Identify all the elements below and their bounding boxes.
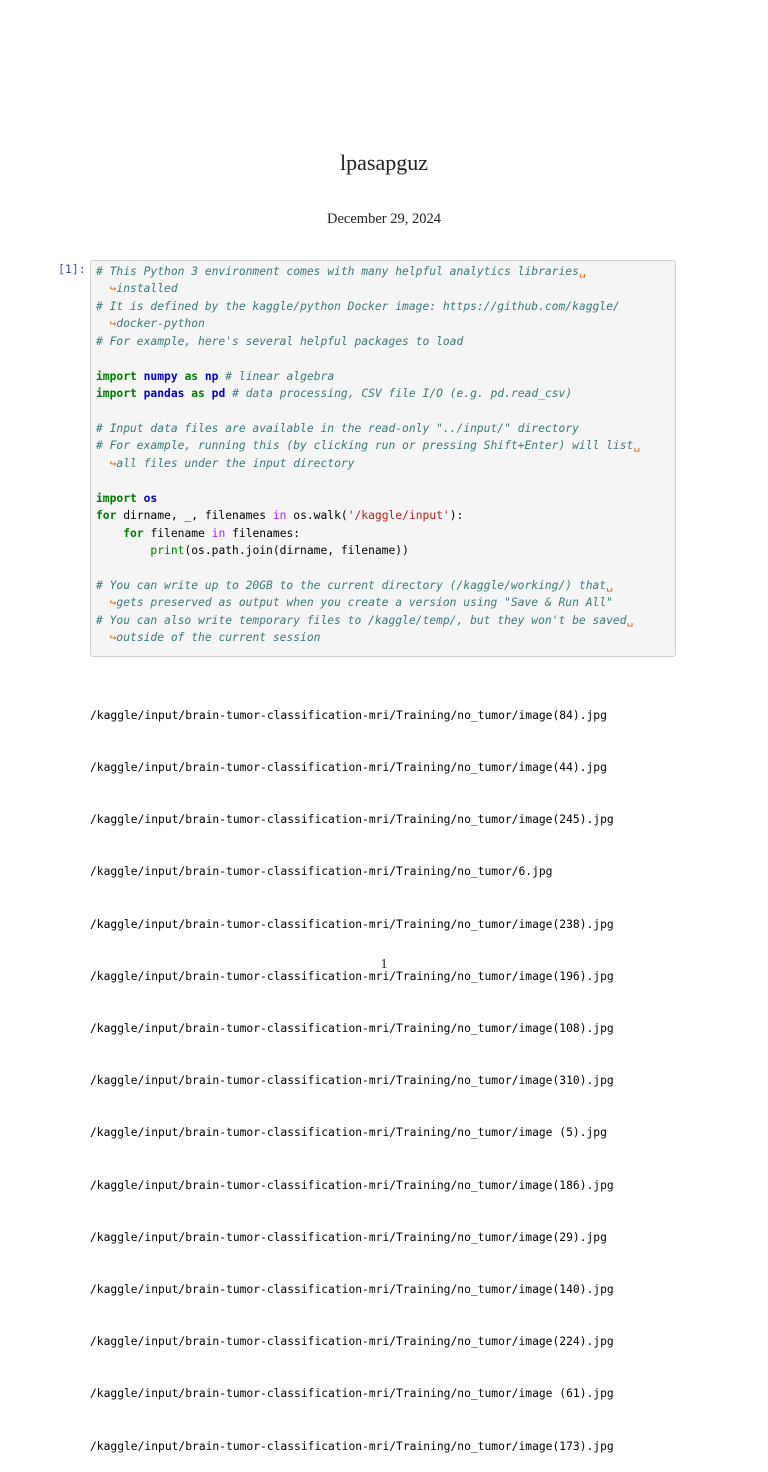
output-line: /kaggle/input/brain-tumor-classification-mri/Training/no_tumor/image(310).jpg (90, 1074, 614, 1088)
line-wrap-icon: ␣ (626, 613, 634, 627)
code-line (96, 594, 640, 611)
code-comment: docker-python (116, 317, 205, 331)
output-line: /kaggle/input/brain-tumor-classification-mri/Training/no_tumor/6.jpg (90, 865, 553, 879)
code-line (96, 612, 640, 629)
code-comment: gets preserved as output when you create a version using "Save & Run All" (116, 596, 613, 610)
code-line (96, 629, 640, 646)
code-keyword: for (123, 526, 144, 540)
code-block (96, 263, 640, 647)
line-continuation-icon: ↪ (109, 456, 117, 470)
output-line: /kaggle/input/brain-tumor-classification-mri/Training/no_tumor/image(44).jpg (90, 761, 607, 775)
code-keyword: as (191, 387, 205, 401)
document-date: December 29, 2024 (327, 211, 441, 227)
code-blank-line (96, 403, 640, 420)
code-comment: installed (116, 282, 178, 296)
code-blank-line (96, 472, 640, 489)
output-line: /kaggle/input/brain-tumor-classification-mri/Training/no_tumor/image (61).jpg (90, 1387, 614, 1401)
code-comment: # data processing, CSV file I/O (e.g. pd.read_csv) (232, 387, 573, 401)
code-keyword: for (96, 509, 117, 523)
output-line: /kaggle/input/brain-tumor-classification-mri/Training/no_tumor/image(108).jpg (90, 1022, 614, 1036)
code-comment: # linear algebra (225, 369, 335, 383)
code-line (96, 577, 640, 594)
code-keyword: import (96, 369, 137, 383)
code-operator: in (272, 509, 287, 523)
code-keyword: import (96, 491, 137, 505)
code-text: filename (150, 526, 205, 540)
code-line (96, 385, 640, 402)
code-text: filenames: (232, 526, 301, 540)
code-line (96, 368, 640, 385)
code-text: ): (449, 509, 464, 523)
line-continuation-icon: ↪ (109, 596, 117, 610)
document-title: lpasapguz (340, 150, 428, 175)
code-line (96, 525, 640, 542)
cell-prompt: [1]: (58, 262, 86, 276)
line-continuation-icon: ↪ (109, 631, 117, 645)
output-line: /kaggle/input/brain-tumor-classification-mri/Training/no_tumor/image(29).jpg (90, 1230, 607, 1244)
output-line: /kaggle/input/brain-tumor-classification-mri/Training/no_tumor/image(245).jpg (90, 813, 614, 827)
code-text: os.walk( (293, 509, 348, 523)
line-wrap-icon: ␣ (606, 578, 613, 592)
code-line (96, 490, 640, 507)
code-builtin: print (150, 544, 185, 557)
output-line: /kaggle/input/brain-tumor-classification-mri/Training/no_tumor/image(238).jpg (90, 917, 614, 931)
code-comment: all files under the input directory (116, 456, 355, 470)
output-line: /kaggle/input/brain-tumor-classification-mri/Training/no_tumor/image(173).jpg (90, 1439, 614, 1453)
code-keyword: import (96, 387, 137, 401)
code-line (96, 333, 640, 350)
code-line (96, 280, 640, 297)
code-line (96, 263, 640, 280)
code-module: os (143, 491, 158, 505)
code-comment: # For example, running this (by clicking run or pressing Shift+Enter) will list (96, 439, 634, 453)
code-comment: # Input data files are available in the read-only "../input/" directory (96, 421, 579, 435)
code-line (96, 507, 640, 524)
code-cell[interactable] (90, 260, 676, 657)
code-text: dirname, _, filenames (123, 509, 267, 523)
code-string: '/kaggle/input' (347, 509, 450, 523)
code-module: pandas (143, 387, 185, 401)
output-line: /kaggle/input/brain-tumor-classification-mri/Training/no_tumor/image (5).jpg (90, 1126, 607, 1140)
code-comment: # For example, here's several helpful packages to load (96, 334, 464, 348)
output-line: /kaggle/input/brain-tumor-classification-mri/Training/no_tumor/image(84).jpg (90, 708, 607, 722)
code-line (96, 298, 640, 315)
code-keyword: as (184, 369, 199, 383)
output-line: /kaggle/input/brain-tumor-classification-mri/Training/no_tumor/image(186).jpg (90, 1178, 614, 1192)
code-line (96, 437, 640, 454)
code-text: (os.path.join(dirname, filename)) (184, 544, 409, 557)
code-module: pd (211, 387, 226, 401)
output-line: /kaggle/input/brain-tumor-classification-mri/Training/no_tumor/image(224).jpg (90, 1335, 614, 1349)
output-line: /kaggle/input/brain-tumor-classification-mri/Training/no_tumor/image(196).jpg (90, 969, 614, 983)
code-line (96, 420, 640, 437)
code-module: np (204, 369, 219, 383)
code-comment: # You can also write temporary files to /kaggle/temp/, but they won't be saved (96, 613, 627, 627)
code-module: numpy (143, 369, 178, 383)
line-continuation-icon: ↪ (109, 282, 117, 296)
cell-output (90, 672, 614, 1472)
output-line: /kaggle/input/brain-tumor-classification-mri/Training/no_tumor/image(140).jpg (90, 1283, 614, 1297)
code-blank-line (96, 350, 640, 367)
line-continuation-icon: ↪ (109, 317, 117, 331)
code-line (96, 315, 640, 332)
code-operator: in (211, 526, 226, 540)
code-blank-line (96, 559, 640, 576)
line-wrap-icon: ␣ (578, 265, 586, 278)
page-number: 1 (380, 957, 388, 972)
code-comment: outside of the current session (116, 631, 321, 645)
line-wrap-icon: ␣ (633, 439, 641, 453)
code-comment: # This Python 3 environment comes with many helpful analytics libraries (96, 265, 579, 278)
code-comment: # It is defined by the kaggle/python Docker image: https://github.com/kaggle/ (96, 299, 620, 313)
code-line (96, 455, 640, 472)
code-comment: # You can write up to 20GB to the current directory (/kaggle/working/) that (96, 578, 607, 592)
code-line (96, 542, 640, 559)
